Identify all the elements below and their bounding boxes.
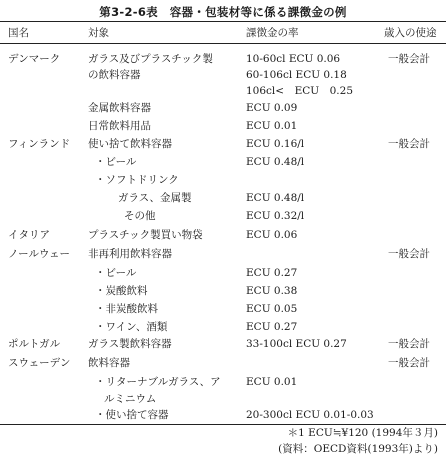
rate-cell: 10-60cl ECU 0.06 — [246, 53, 341, 65]
rate-cell: 60-106cl ECU 0.18 — [246, 69, 347, 81]
rate-cell: ECU 0.05 — [246, 303, 298, 315]
country-portugal: ポルトガル — [8, 338, 61, 350]
rate-cell: ECU 0.48/l — [246, 156, 305, 168]
target-cell: ・ビール — [95, 267, 137, 279]
rate-cell: ECU 0.06 — [246, 229, 298, 241]
header-usage: 歳入の使途 — [384, 27, 437, 39]
country-sweden: スウェーデン — [8, 357, 71, 369]
header-target: 対象 — [88, 27, 109, 39]
rate-cell: ECU 0.01 — [246, 376, 298, 388]
bottom-rule — [0, 424, 446, 425]
source-note: (資料：OECD資料(1993年)より) — [278, 443, 438, 455]
country-finland: フィンランド — [8, 138, 71, 150]
usage-cell: 一般会計 — [388, 138, 430, 150]
target-cell: ・使い捨て容器 — [95, 409, 169, 421]
rate-cell: ECU 0.38 — [246, 285, 298, 297]
target-cell: ガラス及びプラスチック製 — [88, 53, 213, 65]
rate-cell: ECU 0.01 — [246, 120, 298, 132]
target-cell: ・ワイン、酒類 — [95, 321, 168, 333]
rate-cell: ECU 0.09 — [246, 102, 298, 114]
target-cell: 金属飲料容器 — [88, 102, 151, 114]
rate-cell: ECU 0.32/l — [246, 210, 305, 222]
target-cell: ルミニウム — [104, 393, 157, 405]
target-cell: ・リターナブルガラス、ア — [95, 376, 221, 388]
rate-cell: 20-300cl ECU 0.01-0.03 — [246, 409, 374, 421]
target-cell: ・非炭酸飲料 — [95, 303, 158, 315]
rate-cell: 106cl< ECU 0.25 — [246, 85, 354, 97]
rate-cell: ECU 0.16/l — [246, 138, 305, 150]
rate-cell: 33-100cl ECU 0.27 — [246, 338, 347, 350]
rate-note: ＊1 ECU≒¥120 (1994年３月) — [287, 427, 438, 439]
target-cell: ・ソフトドリンク — [95, 174, 179, 186]
header-rule — [0, 43, 446, 44]
target-cell: ・ビール — [95, 156, 137, 168]
rate-cell: ECU 0.27 — [246, 267, 298, 279]
target-cell: プラスチック製買い物袋 — [88, 229, 203, 241]
top-rule — [0, 21, 446, 22]
usage-cell: 一般会計 — [388, 338, 430, 350]
target-cell: 日常飲料用品 — [88, 120, 151, 132]
target-cell: 飲料容器 — [88, 357, 130, 369]
country-denmark: デンマーク — [8, 53, 61, 65]
target-cell: ガラス、金属製 — [118, 192, 192, 204]
target-cell: 使い捨て飲料容器 — [88, 138, 172, 150]
target-cell: ガラス製飲料容器 — [88, 338, 172, 350]
rate-cell: ECU 0.27 — [246, 321, 298, 333]
header-rate: 課徴金の率 — [246, 27, 299, 39]
header-country: 国名 — [8, 27, 29, 39]
table-title: 第3-2-6表 容器・包装材等に係る課徴金の例 — [99, 5, 347, 19]
usage-cell: 一般会計 — [388, 357, 430, 369]
target-cell: の飲料容器 — [88, 69, 141, 81]
target-cell: その他 — [124, 210, 156, 222]
country-norway: ノールウェー — [8, 248, 71, 260]
rate-cell: ECU 0.48/l — [246, 192, 305, 204]
target-cell: ・炭酸飲料 — [95, 285, 148, 297]
usage-cell: 一般会計 — [388, 248, 430, 260]
target-cell: 非再利用飲料容器 — [88, 248, 172, 260]
country-italy: イタリア — [8, 229, 50, 241]
usage-cell: 一般会計 — [388, 53, 430, 65]
